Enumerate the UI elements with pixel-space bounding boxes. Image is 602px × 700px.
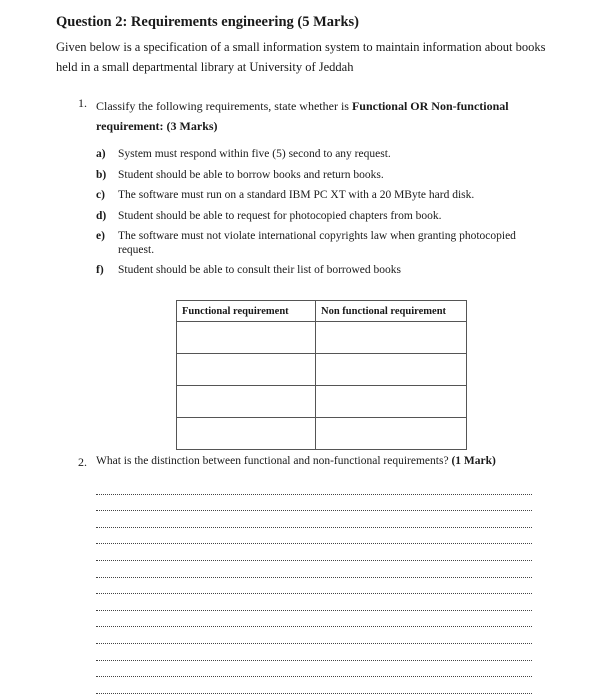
part1-number: 1. bbox=[78, 96, 87, 110]
answer-cell[interactable] bbox=[177, 386, 316, 418]
answer-cell[interactable] bbox=[316, 418, 467, 450]
answer-cell[interactable] bbox=[316, 354, 467, 386]
answer-cell[interactable] bbox=[177, 322, 316, 354]
item-text: The software must run on a standard IBM PC XT with a 20 MByte hard disk. bbox=[118, 189, 475, 201]
list-item bbox=[96, 148, 536, 162]
classification-table bbox=[176, 300, 467, 450]
header-non-functional: Non functional requirement bbox=[316, 301, 467, 322]
answer-line[interactable] bbox=[96, 644, 532, 661]
item-text: Student should be able to borrow books and return books. bbox=[118, 168, 384, 181]
answer-cell[interactable] bbox=[316, 322, 467, 354]
requirements-list bbox=[96, 148, 536, 285]
answer-line[interactable] bbox=[96, 594, 532, 611]
part1-prompt-bold: Functional OR Non-functional requirement bbox=[96, 99, 509, 133]
answer-line[interactable] bbox=[96, 528, 532, 545]
list-item bbox=[96, 169, 536, 183]
item-letter: f) bbox=[96, 264, 104, 276]
question-title: Question 2: Requirements engineering (5 Marks) bbox=[56, 14, 359, 30]
answer-line[interactable] bbox=[96, 561, 532, 578]
list-item bbox=[96, 210, 536, 224]
list-item bbox=[96, 230, 536, 257]
part2-prompt-text: What is the distinction between functional and non-functional requirements? bbox=[96, 455, 452, 467]
answer-cell[interactable] bbox=[177, 354, 316, 386]
list-item bbox=[96, 189, 536, 203]
part2-number: 2. bbox=[78, 455, 87, 469]
answer-line[interactable] bbox=[96, 544, 532, 561]
answer-line[interactable] bbox=[96, 495, 532, 512]
answer-line[interactable] bbox=[96, 661, 532, 678]
item-letter: c) bbox=[96, 189, 105, 201]
part1-prompt bbox=[96, 96, 566, 136]
part1-prompt-marks: : (3 Marks) bbox=[159, 119, 218, 133]
header-functional: Functional requirement bbox=[177, 301, 316, 322]
item-text: The software must not violate international copyrights law when granting photocopied request. bbox=[118, 230, 516, 256]
answer-cell[interactable] bbox=[316, 386, 467, 418]
answer-line[interactable] bbox=[96, 627, 532, 644]
item-letter: d) bbox=[96, 209, 107, 222]
item-text: Student should be able to consult their list of borrowed books bbox=[118, 264, 401, 276]
item-letter: e) bbox=[96, 230, 105, 242]
answer-line[interactable] bbox=[96, 478, 532, 495]
answer-lines[interactable] bbox=[96, 478, 532, 694]
table-row bbox=[177, 322, 467, 354]
item-text: Student should be able to request for photocopied chapters from book. bbox=[118, 209, 442, 222]
part1-prompt-start: Classify the following requirements, state whether is bbox=[96, 99, 352, 113]
table-row bbox=[177, 418, 467, 450]
item-letter: a) bbox=[96, 148, 106, 160]
answer-line[interactable] bbox=[96, 578, 532, 595]
table-row bbox=[177, 386, 467, 418]
list-item bbox=[96, 264, 536, 278]
answer-cell[interactable] bbox=[177, 418, 316, 450]
table-header-row bbox=[177, 301, 467, 322]
item-text: System must respond within five (5) second to any request. bbox=[118, 148, 391, 160]
part2-prompt bbox=[96, 455, 496, 467]
answer-line[interactable] bbox=[96, 611, 532, 628]
table-row bbox=[177, 354, 467, 386]
part2-marks: (1 Mark) bbox=[451, 455, 496, 467]
question-intro: Given below is a specification of a small information system to maintain information about books held in a small departmental library at University of Jeddah bbox=[56, 40, 546, 74]
answer-line[interactable] bbox=[96, 677, 532, 694]
answer-line[interactable] bbox=[96, 511, 532, 528]
item-letter: b) bbox=[96, 168, 107, 181]
